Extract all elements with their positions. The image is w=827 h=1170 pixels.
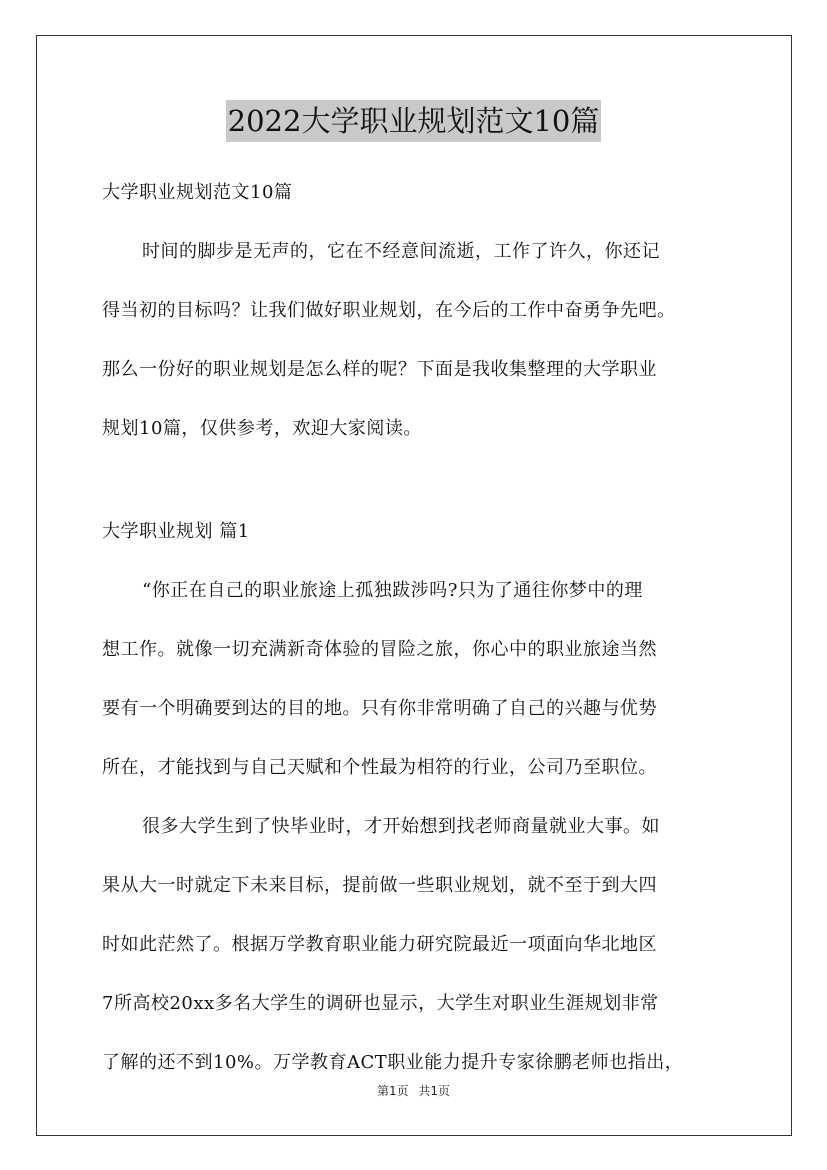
paragraph-line: 7所高校20xx多名大学生的调研也显示，大学生对职业生涯规划非常 bbox=[102, 993, 659, 1014]
intro-line: 规划10篇，仅供参考，欢迎大家阅读。 bbox=[102, 418, 422, 439]
paragraph-line: 所在，才能找到与自己天赋和个性最为相符的行业，公司乃至职位。 bbox=[102, 757, 657, 778]
paragraph-line: 了解的还不到10%。万学教育ACT职业能力提升专家徐鹏老师也指出， bbox=[102, 1052, 684, 1073]
paragraph-line: “你正在自己的职业旅途上孤独跋涉吗?只为了通往你梦中的理 bbox=[142, 580, 643, 601]
title-wrap bbox=[0, 100, 827, 142]
paragraph-line: 果从大一时就定下未来目标，提前做一些职业规划，就不至于到大四 bbox=[102, 875, 657, 896]
document-title: 2022大学职业规划范文10篇 bbox=[226, 100, 602, 142]
intro-line: 得当初的目标吗？让我们做好职业规划，在今后的工作中奋勇争先吧。 bbox=[102, 300, 676, 321]
paragraph-1 bbox=[102, 572, 730, 808]
paragraph-line: 很多大学生到了快毕业时，才开始想到找老师商量就业大事。如 bbox=[142, 816, 660, 837]
paragraph-line: 时如此茫然了。根据万学教育职业能力研究院最近一项面向华北地区 bbox=[102, 934, 657, 955]
page-number: 第1页 bbox=[376, 1084, 409, 1098]
paragraph-line: 想工作。就像一切充满新奇体验的冒险之旅，你心中的职业旅途当然 bbox=[102, 639, 657, 660]
document-body bbox=[102, 174, 730, 1103]
intro-line: 时间的脚步是无声的，它在不经意间流逝，工作了许久，你还记 bbox=[142, 241, 660, 262]
intro-line: 那么一份好的职业规划是怎么样的呢？下面是我收集整理的大学职业 bbox=[102, 359, 657, 380]
paragraph-line: 要有一个明确要到达的目的地。只有你非常明确了自己的兴趣与优势 bbox=[102, 698, 657, 719]
page-total: 共1页 bbox=[418, 1084, 451, 1098]
section-heading: 大学职业规划 篇1 bbox=[102, 521, 250, 542]
intro-paragraph bbox=[102, 233, 730, 469]
document-heading: 大学职业规划范文10篇 bbox=[102, 182, 293, 203]
paragraph-2 bbox=[102, 808, 730, 1103]
page-footer bbox=[0, 1082, 827, 1099]
